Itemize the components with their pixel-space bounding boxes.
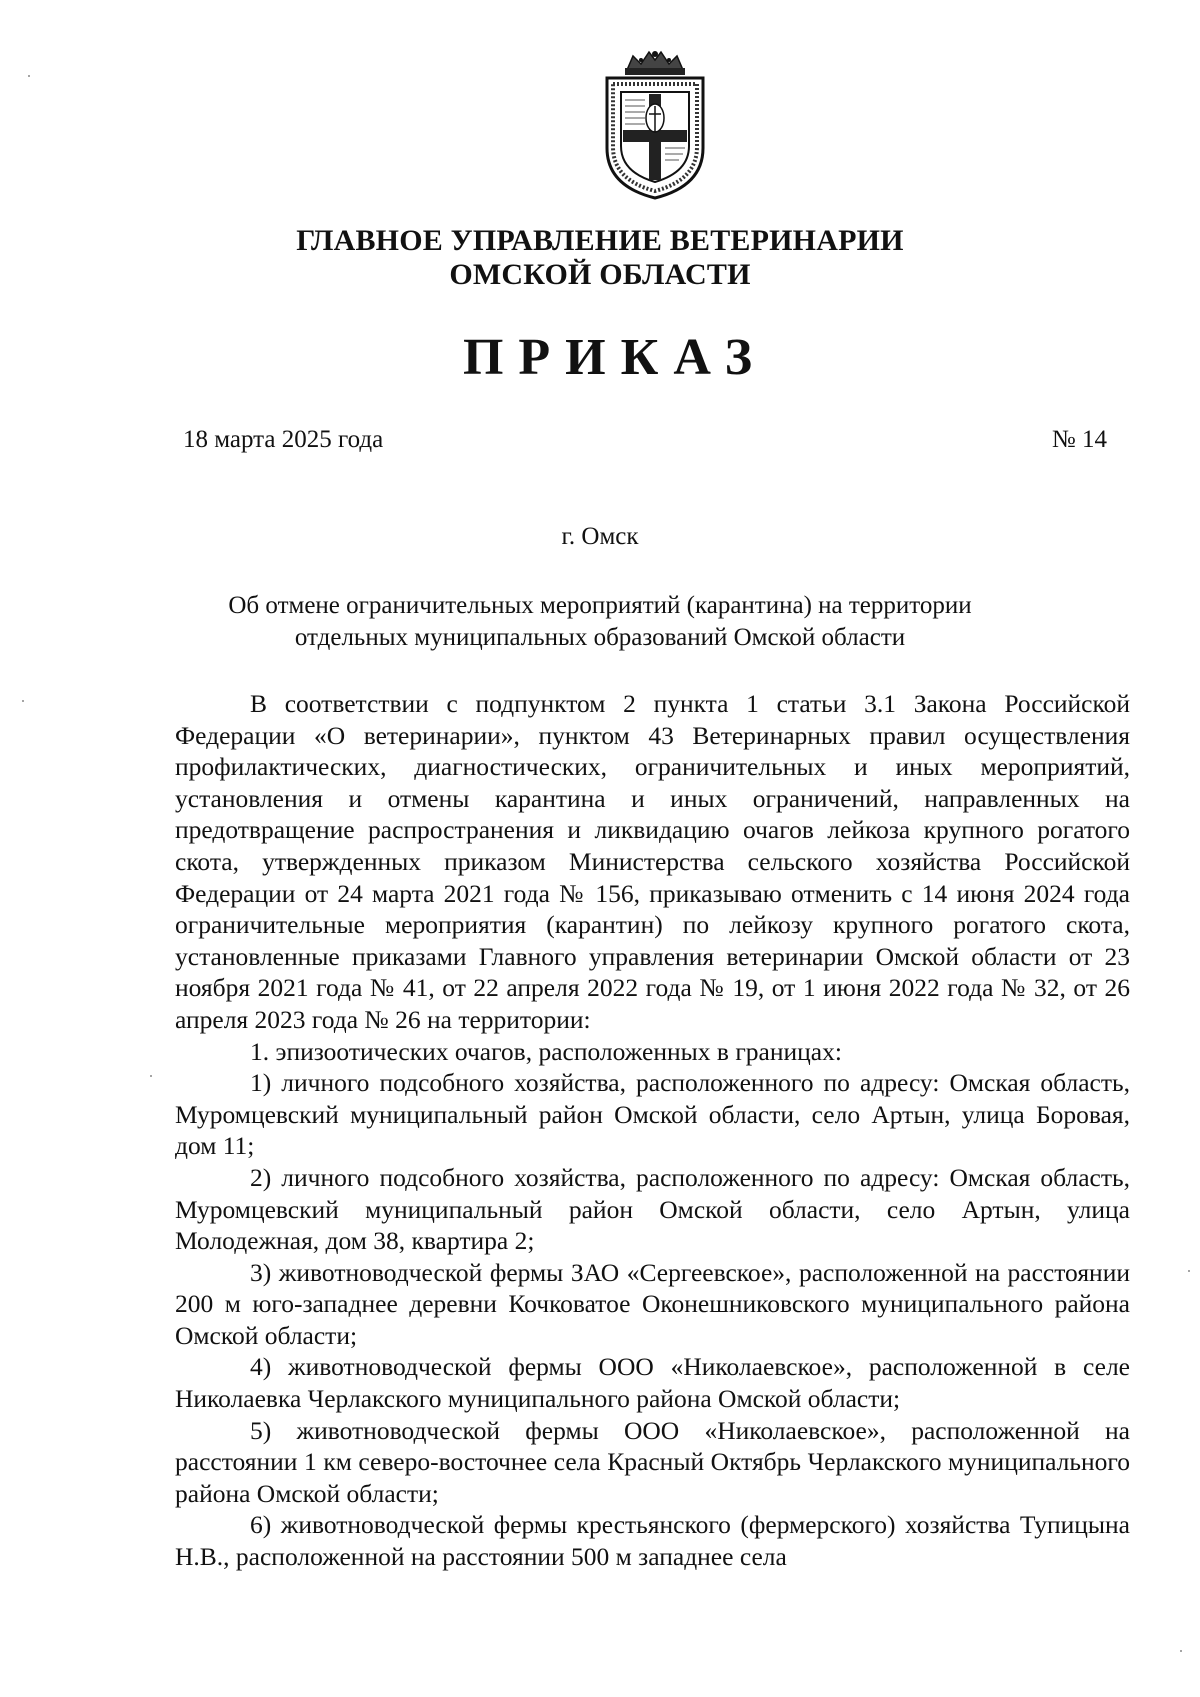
scan-speck xyxy=(22,700,24,702)
body-paragraph-subitem-5: 5) животноводческой фермы ООО «Николаевское», расположенной на расстоянии 1 км северо-восточнее села Красный Октябрь Черлакского муниципального района Омской области; xyxy=(175,1415,1130,1508)
organization-name-line1: ГЛАВНОЕ УПРАВЛЕНИЕ ВЕТЕРИНАРИИ xyxy=(296,224,904,257)
body-paragraph-item-1: 1. эпизоотических очагов, расположенных в границах: xyxy=(250,1036,842,1066)
document-subject-line1: Об отмене ограничительных мероприятий (карантина) на территории xyxy=(228,592,972,619)
document-number: № 14 xyxy=(1051,426,1107,453)
body-paragraph-subitem-2: 2) личного подсобного хозяйства, расположенного по адресу: Омская область, Муромцевский муниципальный район Омской области, село Артын, улица Молодежная, дом 38, квартира 2; xyxy=(175,1162,1130,1256)
body-paragraph-subitem-3: 3) животноводческой фермы ЗАО «Сергеевское», расположенной на расстоянии 200 м юго-западнее деревни Кочковатое Оконешниковского муниципального района Омской области; xyxy=(175,1257,1130,1350)
document-date: 18 марта 2025 года xyxy=(183,426,384,453)
document-body xyxy=(175,688,1130,1573)
document-type-title: ПРИКАЗ xyxy=(462,329,768,386)
document-subject xyxy=(200,590,1000,654)
scan-speck xyxy=(1188,1270,1190,1272)
omsk-region-coat-of-arms-icon xyxy=(597,48,713,200)
scan-speck xyxy=(150,1075,152,1077)
organization-name xyxy=(200,224,1000,292)
scan-speck xyxy=(28,75,30,77)
organization-name-line2: ОМСКОЙ ОБЛАСТИ xyxy=(449,258,751,291)
document-subject-line2: отдельных муниципальных образований Омской области xyxy=(294,624,906,651)
body-paragraph-subitem-6: 6) животноводческой фермы крестьянского (фермерского) хозяйства Тупицына Н.В., расположенной на расстоянии 500 м западнее села xyxy=(175,1510,1130,1572)
body-paragraph-subitem-1: 1) личного подсобного хозяйства, расположенного по адресу: Омская область, Муромцевский муниципальный район Омской области, село Артын, улица Боровая, дом 11; xyxy=(175,1068,1130,1161)
scan-speck xyxy=(1180,1650,1182,1652)
document-city: г. Омск xyxy=(561,523,639,550)
body-paragraph-subitem-4: 4) животноводческой фермы ООО «Николаевское», расположенной в селе Николаевка Черлакского муниципального района Омской области; xyxy=(175,1352,1130,1414)
body-paragraph-intro: В соответствии с подпунктом 2 пункта 1 статьи 3.1 Закона Российской Федерации «О ветеринарии», пунктом 43 Ветеринарных правил осуществления профилактических, диагностических, ограничительных и иных мероприятий, установления и отмены карантина и иных ограничений, направленных на предотвращение распространения и ликвидацию очагов лейкоза крупного рогатого скота, утвержденных приказом Министерства сельского хозяйства Российской Федерации от 24 марта 2021 года № 156, приказываю отменить с 14 июня 2024 года ограничительные мероприятия (карантин) по лейкозу крупного рогатого скота, установленные приказами Главного управления ветеринарии Омской области от 23 ноября 2021 года № 41, от 22 апреля 2022 года № 19, от 1 июня 2022 года № 32, от 26 апреля 2023 года № 26 на территории: xyxy=(175,689,1130,1034)
